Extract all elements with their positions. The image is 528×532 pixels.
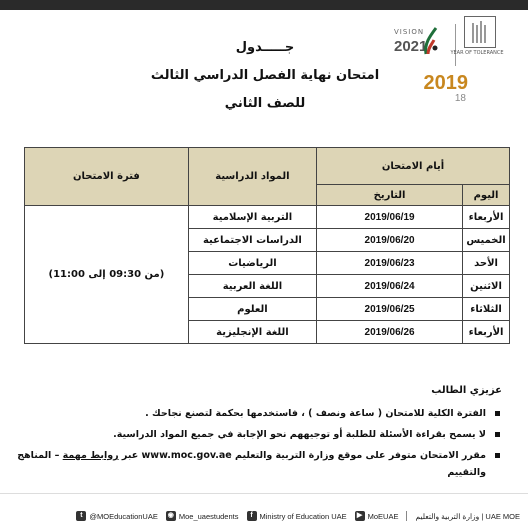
cell-day: الخميس xyxy=(463,229,510,252)
table-row xyxy=(25,206,510,229)
header-exam-days: أيام الامتحان xyxy=(317,148,510,185)
header-period: فترة الامتحان xyxy=(25,148,189,206)
cell-subject: الرياضيات xyxy=(188,252,316,275)
title-exam: امتحان نهاية الفصل الدراسي الثالث xyxy=(150,68,380,83)
cell-date: 2019/06/20 xyxy=(317,229,463,252)
title-grade: للصف الثاني xyxy=(224,96,306,111)
cell-day: الأربعاء xyxy=(463,321,510,344)
note-text: مقرر الامتحان متوفر على موقع وزارة التربية والتعليم www.moc.gov.ae عبر xyxy=(118,450,486,461)
cell-day: الأربعاء xyxy=(463,206,510,229)
vision-number: 2021 xyxy=(394,38,428,55)
notes-list xyxy=(16,405,502,485)
note-text: لا يسمح بقراءة الأسئلة للطلبة أو توجيههم نحو الإجابة في جميع المواد الدراسية. xyxy=(113,429,486,440)
cell-date: 2019/06/25 xyxy=(317,298,463,321)
footer-youtube[interactable] xyxy=(355,511,399,521)
header-logos xyxy=(394,14,514,124)
cell-subject: الدراسات الاجتماعية xyxy=(188,229,316,252)
facebook-icon: f xyxy=(247,511,257,521)
tolerance-logo xyxy=(450,16,504,66)
twitter-icon: t xyxy=(76,511,86,521)
cell-date: 2019/06/26 xyxy=(317,321,463,344)
important-links-link[interactable]: روابط مهمة xyxy=(62,450,119,461)
facebook-label: Ministry of Education UAE xyxy=(259,511,347,521)
footer-divider xyxy=(0,493,528,494)
list-item xyxy=(16,447,486,481)
snapchat-label: Moe_uaestudents xyxy=(178,511,239,521)
note-text-end: – المناهج والتقييم xyxy=(17,450,486,478)
vision-2021-logo xyxy=(394,22,442,62)
footer xyxy=(0,500,528,532)
vision-word: VISION xyxy=(394,28,425,36)
bullet-icon xyxy=(495,432,500,437)
cell-subject: اللغة العربية xyxy=(188,275,316,298)
footer-snapchat[interactable] xyxy=(166,511,239,521)
youtube-label: MoEUAE xyxy=(367,511,399,521)
cell-subject: اللغة الإنجليزية xyxy=(188,321,316,344)
note-text: الفترة الكلية للامتحان ( ساعة ونصف ) ، فاستخدمها بحكمة لتصنع نجاحك . xyxy=(145,408,486,419)
notes-greeting: عزيزي الطالب xyxy=(431,385,502,396)
snapchat-icon: ◉ xyxy=(167,512,174,519)
vision-mark-icon xyxy=(422,24,440,58)
title-schedule: جـــــدول xyxy=(235,40,295,55)
header-subjects: المواد الدراسية xyxy=(188,148,316,206)
list-item xyxy=(16,405,486,422)
header-date: التاريخ xyxy=(317,185,463,206)
page-title xyxy=(130,40,400,118)
footer-ministry xyxy=(415,512,520,521)
ministry-label: وزارة التربية والتعليم | UAE MOE xyxy=(415,511,520,521)
list-item xyxy=(16,426,486,443)
cell-period: (من 09:30 إلى 11:00) xyxy=(25,206,189,344)
footer-separator xyxy=(406,511,407,521)
tolerance-mark-icon xyxy=(464,16,496,48)
cell-day: الثلاثاء xyxy=(463,298,510,321)
cell-subject: العلوم xyxy=(188,298,316,321)
header-day: اليوم xyxy=(463,185,510,206)
cell-date: 2019/06/23 xyxy=(317,252,463,275)
cell-date: 2019/06/19 xyxy=(317,206,463,229)
bullet-icon xyxy=(495,453,500,458)
cell-date: 2019/06/24 xyxy=(317,275,463,298)
exam-schedule-table xyxy=(24,147,510,344)
cell-day: الاثنين xyxy=(463,275,510,298)
table-header-row xyxy=(25,148,510,185)
twitter-label: @MOEducationUAE xyxy=(89,511,158,521)
bullet-icon xyxy=(495,411,500,416)
cell-subject: التربية الإسلامية xyxy=(188,206,316,229)
youtube-icon: ▶ xyxy=(355,511,365,521)
year-sub-label: 18 xyxy=(454,93,466,104)
footer-facebook[interactable] xyxy=(247,511,347,521)
year-label: 2019 xyxy=(423,72,468,94)
footer-twitter[interactable] xyxy=(76,511,157,521)
cell-day: الأحد xyxy=(463,252,510,275)
tolerance-caption: YEAR OF TOLERANCE xyxy=(450,50,504,56)
top-bar xyxy=(0,0,528,10)
